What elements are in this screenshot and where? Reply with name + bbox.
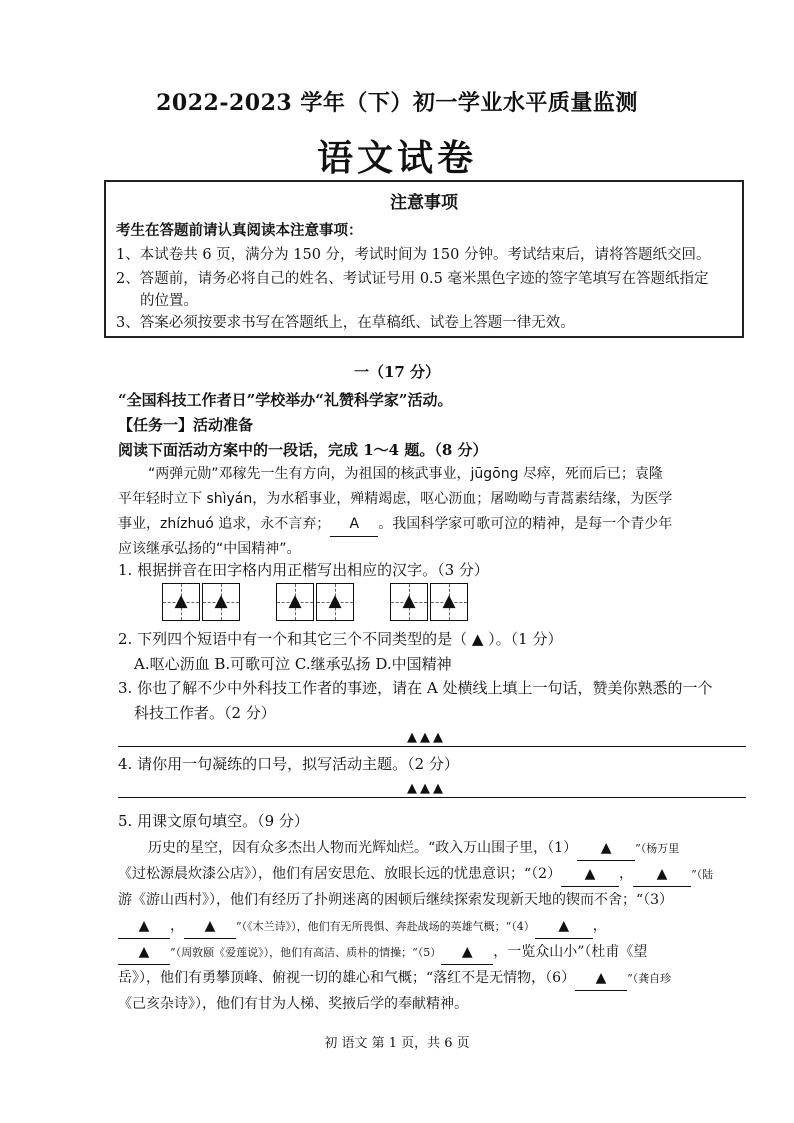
- fill-line-6: 岳》），他们有勇攀顶峰、俯视一切的雄心和气概；“落红不是无情物，（6） ▲ ”（龚自珍: [118, 966, 671, 991]
- question-2-options: A.呕心沥血 B.可歌可泣 C.继承弘扬 D.中国精神: [134, 655, 452, 673]
- passage-line-1: “两弹元勋”邓稼先一生有方向，为祖国的核武事业，jūgōng 尽瘁，死而后已；袁隆: [148, 466, 663, 482]
- char-box: ▲: [390, 583, 428, 621]
- exam-title: 2022-2023 学年（下）初一学业水平质量监测: [156, 90, 638, 116]
- fill-line-5: ▲ ”（周敦颐《爱莲说》），他们有高洁、质朴的情操；“（5） ▲ ，一览众山小”（杜甫《望: [118, 940, 647, 965]
- char-box: ▲: [162, 583, 200, 621]
- section-heading: 一（17 分）: [353, 363, 441, 381]
- question-2: 2. 下列四个短语中有一个和其它三个不同类型的是（ ▲ ）。（1 分）: [118, 630, 563, 648]
- char-box: ▲: [276, 583, 314, 621]
- char-box: ▲: [316, 583, 354, 621]
- reading-instruction: 阅读下面活动方案中的一段话，完成 1～4 题。（8 分）: [118, 441, 488, 459]
- char-grid-3: [390, 583, 470, 621]
- fill-line-4: ▲ ， ▲ ”（《木兰诗》），他们有无所畏惧、奔赴战场的英雄气概；“（4） ▲ ，: [118, 914, 607, 939]
- notice-item-1: 1、本试卷共 6 页，满分为 150 分，考试时间为 150 分钟。考试结束后，请将答题纸交回。: [116, 247, 711, 263]
- section-intro: “全国科技工作者日”学校举办“礼赞科学家”活动。: [118, 391, 453, 409]
- fill-line-3: 游《游山西村》），他们有经历了扑朔迷离的困顿后继续探索发现新天地的锲而不舍；“（3）: [118, 892, 674, 908]
- question-3-line-1: 3. 你也了解不少中外科技工作者的事迹，请在 A 处横线上填上一句话，赞美你熟悉的一个: [118, 679, 713, 697]
- answer-mark-q3: ▲▲▲: [407, 730, 446, 745]
- notice-intro: 考生在答题前请认真阅读本注意事项：: [116, 222, 363, 239]
- passage-line-2: 平年轻时立下 shìyán，为水稻事业，殚精竭虑，呕心沥血；屠呦呦与青蒿素结缘，为医学: [118, 491, 673, 507]
- exam-subject-title: 语文试卷: [316, 137, 477, 179]
- passage-line-3-end: 。我国科学家可歌可泣的精神，是每一个青少年: [378, 516, 673, 532]
- passage-line-3-start: 事业，zhízhuó 追求，永不言弃；: [118, 516, 331, 532]
- notice-item-2: 2、答题前，请务必将自己的姓名、考试证号用 0.5 毫米黑色字迹的签字笔填写在答题纸指定: [116, 271, 709, 287]
- fill-line-1: 历史的星空，因有众多杰出人物而光辉灿烂。“政入万山围子里，（1） ▲ ”（杨万里: [148, 836, 679, 861]
- notice-box: [104, 180, 744, 338]
- task-heading: 【任务一】活动准备: [118, 416, 254, 434]
- answer-mark-q4: ▲▲▲: [407, 781, 446, 796]
- char-box: ▲: [202, 583, 240, 621]
- notice-item-2-cont: 的位置。: [140, 293, 198, 309]
- answer-line-q3: [118, 746, 746, 747]
- question-1: 1. 根据拼音在田字格内用正楷写出相应的汉字。（3 分）: [118, 561, 489, 579]
- char-grid-2: [276, 583, 356, 621]
- char-box: ▲: [430, 583, 468, 621]
- question-4: 4. 请你用一句凝练的口号，拟写活动主题。（2 分）: [118, 755, 459, 773]
- passage-line-4: 应该继承弘扬的“中国精神”。: [118, 541, 301, 557]
- blank-a: A: [330, 512, 378, 537]
- fill-line-7: 《己亥杂诗》），他们有甘为人梯、奖掖后学的奉献精神。: [118, 996, 468, 1012]
- question-5: 5. 用课文原句填空。（9 分）: [118, 812, 309, 830]
- passage-line-3: [118, 512, 672, 537]
- fill-line-2: 《过松源晨炊漆公店》），他们有居安思危、放眼长远的忧患意识；“（2） ▲ ， ▲ ”（陆: [118, 862, 713, 887]
- notice-title: 注意事项: [390, 193, 458, 213]
- page-footer: 初 语文 第 1 页，共 6 页: [324, 1036, 470, 1051]
- question-3-line-2: 科技工作者。（2 分）: [134, 704, 276, 722]
- char-grid-1: [162, 583, 242, 621]
- notice-item-3: 3、答案必须按要求书写在答题纸上，在草稿纸、试卷上答题一律无效。: [116, 315, 575, 331]
- answer-line-q4: [118, 797, 746, 798]
